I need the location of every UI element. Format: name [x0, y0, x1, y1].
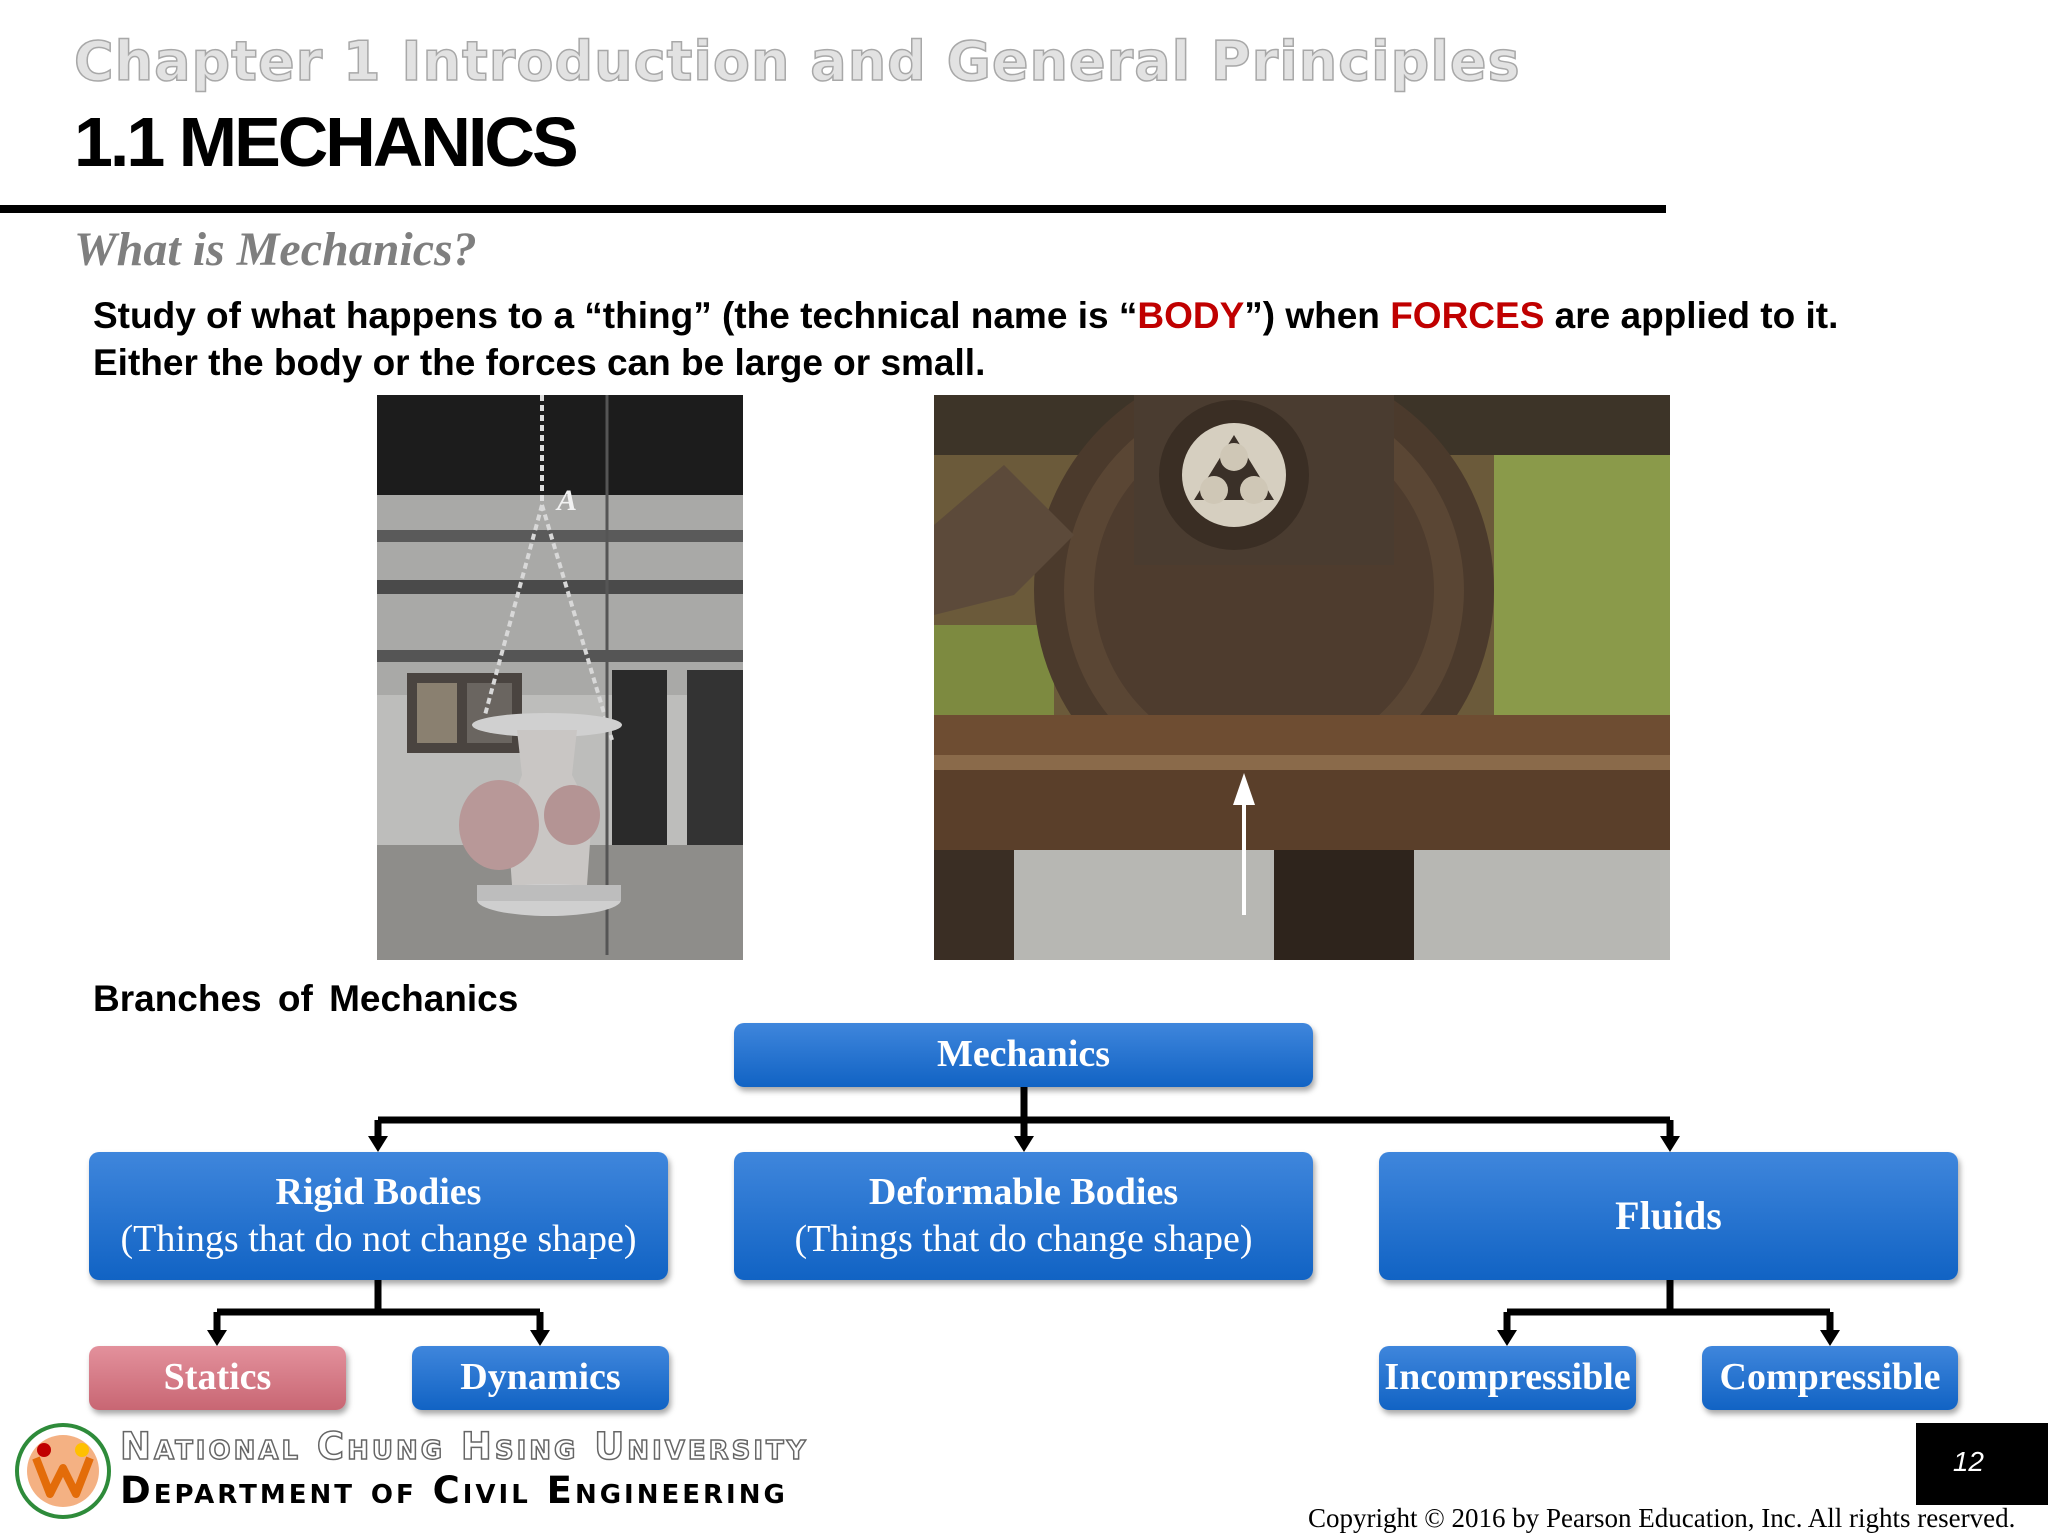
- node-label: Mechanics: [936, 1033, 1111, 1076]
- node-rigid-bodies: [89, 1152, 668, 1280]
- definition-text: Study of what happens to a “thing” (the technical name is “: [93, 295, 1138, 336]
- branches-heading: Branches of Mechanics: [93, 978, 519, 1019]
- node-label: Compressible: [1719, 1356, 1941, 1399]
- node-label: Fluids: [1615, 1193, 1722, 1238]
- hanging-hydrant-photo: [377, 395, 743, 960]
- train-wheel-illustration: [934, 395, 1670, 960]
- page-number: 12: [1952, 1446, 1984, 1477]
- title-divider: [0, 205, 1666, 213]
- slide-subtitle: What is Mechanics?: [74, 223, 477, 276]
- node-dynamics: [412, 1346, 669, 1410]
- train-wheel-photo: [934, 395, 1670, 960]
- node-label: Dynamics: [460, 1356, 621, 1399]
- node-label: Incompressible: [1384, 1356, 1631, 1399]
- node-incompressible: [1379, 1346, 1636, 1410]
- node-fluids: [1379, 1152, 1958, 1280]
- department-name: Department of Civil Engineering: [120, 1469, 788, 1512]
- copyright-notice: Copyright © 2016 by Pearson Education, Inc. All rights reserved.: [1308, 1503, 2016, 1533]
- definition-line-2: Either the body or the forces can be large or small.: [93, 342, 986, 383]
- definition-text: ”) when: [1244, 295, 1391, 336]
- hanging-hydrant-illustration: [377, 395, 743, 960]
- node-label: Deformable Bodies: [868, 1170, 1179, 1213]
- definition-text: are applied to it.: [1544, 295, 1839, 336]
- keyword-forces: FORCES: [1390, 295, 1545, 336]
- node-label: Rigid Bodies: [275, 1170, 482, 1213]
- definition-line-1: [93, 295, 1838, 337]
- keyword-body: BODY: [1137, 295, 1245, 336]
- node-compressible: [1702, 1346, 1958, 1410]
- node-label: Statics: [163, 1356, 272, 1399]
- section-title: 1.1 MECHANICS: [74, 103, 576, 181]
- university-name: National Chung Hsing University: [120, 1425, 809, 1468]
- point-label: A: [557, 484, 578, 517]
- chapter-title: Chapter 1 Introduction and General Principles: [74, 30, 1521, 93]
- node-sublabel: (Things that do not change shape): [120, 1218, 637, 1260]
- node-deformable-bodies: [734, 1152, 1313, 1280]
- node-statics: [89, 1346, 346, 1410]
- node-sublabel: (Things that do change shape): [794, 1218, 1253, 1260]
- university-logo: [14, 1422, 112, 1520]
- node-mechanics: [734, 1023, 1313, 1087]
